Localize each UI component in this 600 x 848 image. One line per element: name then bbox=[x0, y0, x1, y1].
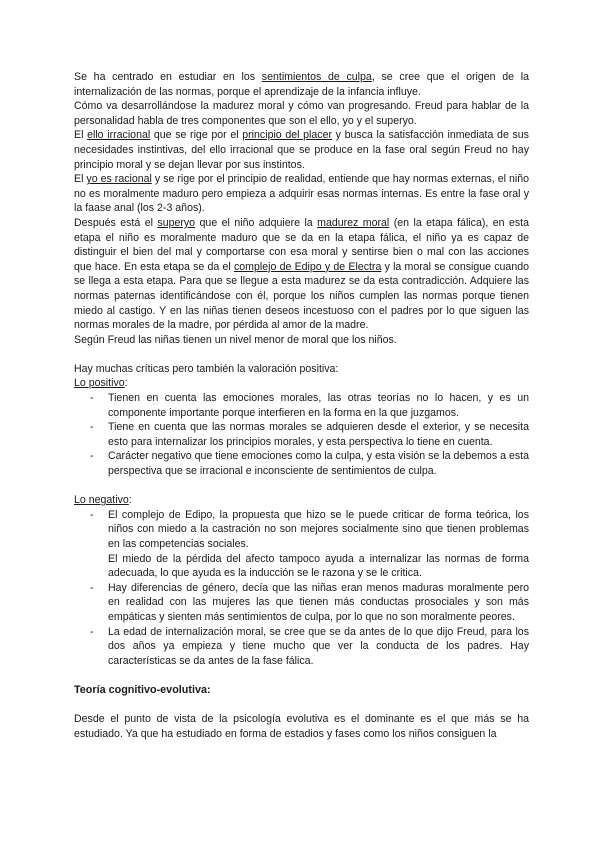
underlined-term: principio del placer bbox=[242, 129, 333, 142]
criticas-intro: Hay muchas críticas pero también la valoración positiva: bbox=[74, 362, 339, 375]
underlined-term: yo es racional bbox=[86, 173, 152, 186]
intro-paragraph-2: Cómo va desarrollándose la madurez moral y cómo van progresando. Freud para hablar de la personalidad habla de tres componentes que son el ello, yo y el superyo. bbox=[74, 100, 529, 127]
intro-paragraph-5: Después está el superyo que el niño adquiere la madurez moral (en la etapa fálica), en esta etapa el niño es moralmente maduro que se da en la etapa fálica, el niño ya es capaz de distinguir el bien del mal y comportarse con esa moral y sentirse bien o mal con las acciones que hace. En esta etapa se da el complejo de Edipo y de Electra y la moral se consigue cuando se llega a esta etapa. Para que se llegue a esta madurez se da esta contradicción. Adquiere las normas paternas identificándose con él, porque los niños cumplen las normas porque tienen miedo al castigo. Y en las niñas tienen deseos incestuoso con el padres por lo que siguen las normas morales de la madre, por pérdida al amor de la madre. bbox=[74, 216, 529, 332]
intro-paragraph-4: El yo es racional y se rige por el principio de realidad, entiende que hay normas externas, el niño no es moralmente maduro pero empieza a adquirir esas normas internas. Es entre la fase oral y la faase anal (los 2-3 años). bbox=[74, 173, 529, 215]
intro-paragraph-6: Según Freud las niñas tienen un nivel menor de moral que los niños. bbox=[74, 333, 397, 346]
list-item: - Tienen en cuenta las emociones morales, las otras teorías no lo hacen, y es un componente importante porque interfieren en la forma en la que juzgamos. bbox=[90, 392, 529, 419]
document-body bbox=[74, 70, 529, 741]
section-heading: Teoría cognitivo-evolutiva: bbox=[74, 683, 211, 696]
underlined-term: madurez moral bbox=[317, 216, 390, 229]
positivo-heading: Lo positivo: bbox=[74, 377, 128, 390]
list-item: - Carácter negativo que tiene emociones como la culpa, y esta visión se la debemos a esta perspectiva que se irracional e inconsciente de sentimientos de culpa. bbox=[90, 450, 529, 478]
negativo-heading: Lo negativo: bbox=[74, 494, 132, 507]
underlined-term: sentimientos de culpa bbox=[261, 71, 372, 83]
underlined-term: ello irracional bbox=[87, 129, 151, 142]
list-item: - Tiene en cuenta que las normas morales se adquieren desde el exterior, y se necesita esto para internalizar los principios morales, y esta perspectiva lo tiene en cuenta. bbox=[90, 421, 529, 448]
intro-paragraph-3: El ello irracional que se rige por el principio del placer y busca la satisfacción inmediata de sus necesidades instintivas, del ello irracional que se produce en la fase oral según Freud no hay principio moral y se dejan llevar por sus instintos. bbox=[74, 129, 529, 171]
underlined-term: superyo bbox=[157, 216, 196, 229]
list-item: - El complejo de Edipo, la propuesta que hizo se le puede criticar de forma teórica, los niños con miedo a la castración no son mejores socialmente sino que tienen problemas en las competencias sociales. El miedo de la pérdida del afecto tampoco ayuda a internalizar las normas de forma adecuada, lo que ayuda es la inducción se le razona y se le critica. bbox=[90, 508, 529, 580]
intro-paragraph-1: Se ha centrado en estudiar en los sentimientos de culpa, se cree que el origen de la internalización de las normas, porque el aprendizaje de la infancia influye. bbox=[74, 71, 529, 98]
cognitiva-paragraph-1: Desde el punto de vista de la psicología evolutiva es el dominante es el que más se ha estudiado. Ya que ha estudiado en forma de estadios y fases como los niños consiguen la bbox=[74, 713, 529, 740]
positivo-list bbox=[74, 391, 529, 479]
negativo-list bbox=[74, 508, 529, 669]
underlined-term: complejo de Edipo y de Electra bbox=[233, 260, 382, 273]
list-item: - Hay diferencias de género, decía que las niñas eran menos maduras moralmente pero en realidad con las mujeres las que tienen más conductas prosociales y son más empáticas y sienten más sentimientos de culpa, por lo que no son moralmente peores. bbox=[90, 581, 529, 623]
list-item: - La edad de internalización moral, se cree que se da antes de lo que dijo Freud, para los dos años ya empieza y tiene mucho que ver la conducta de los padres. Hay características se da antes de la fase fálica. bbox=[90, 625, 529, 667]
